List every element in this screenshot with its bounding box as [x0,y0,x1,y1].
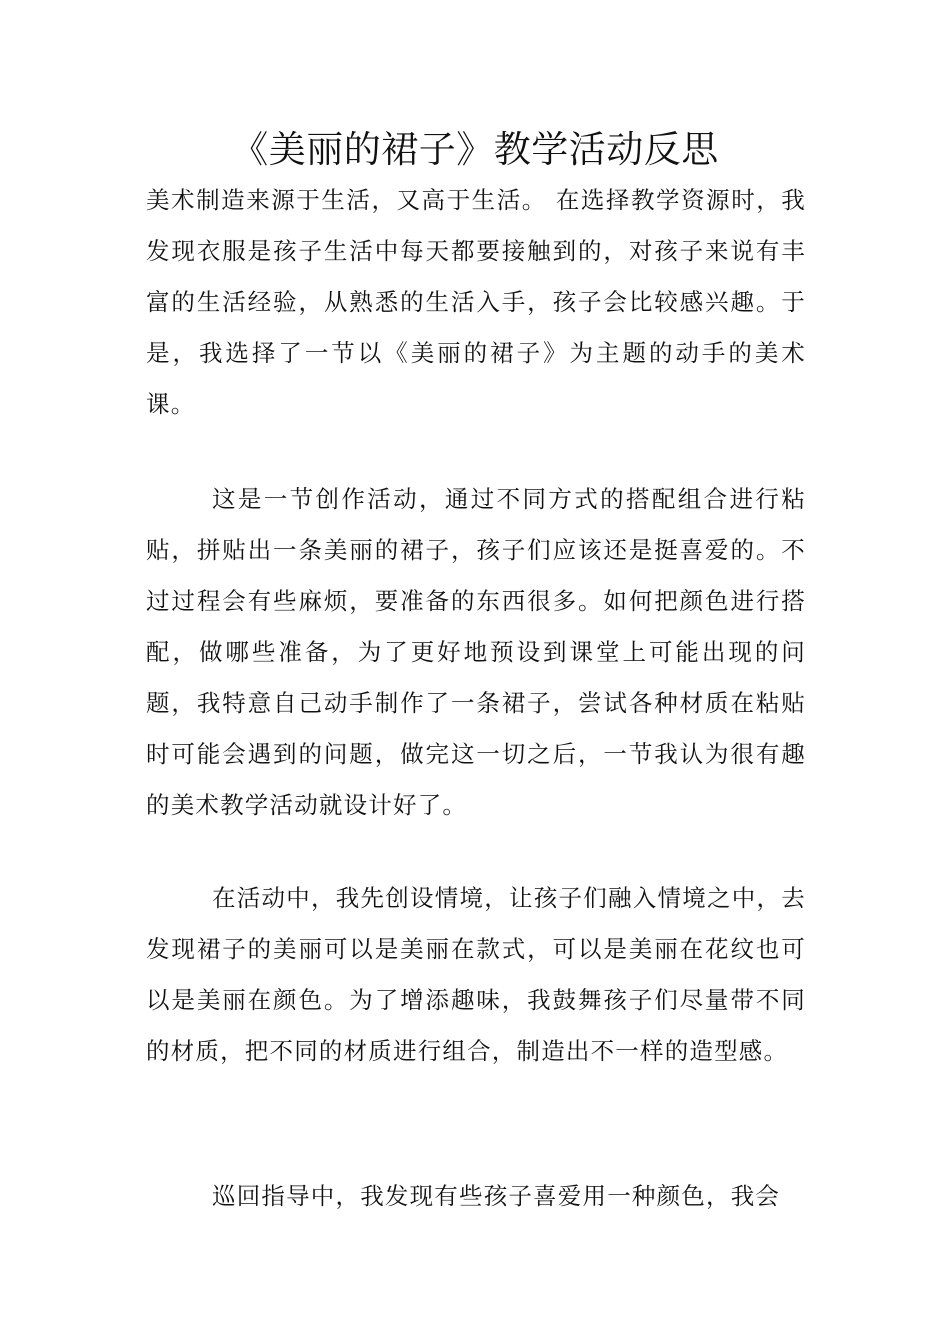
document-title: 《美丽的裙子》教学活动反思 [231,128,719,171]
paragraph-guidance: 巡回指导中，我发现有些孩子喜爱用一种颜色，我会 [212,1182,781,1210]
paragraph-activity-process: 在活动中，我先创设情境，让孩子们融入情境之中，去发现裙子的美丽可以是美丽在款式，可以是美丽在花纹也可以是美丽在颜色。为了增添趣味，我鼓舞孩子们尽量带不同的材质，把不同的材质进行组合，制造出不一样的造型感。 [146,884,806,1065]
paragraph-activity-design: 这是一节创作活动，通过不同方式的搭配组合进行粘贴，拼贴出一条美丽的裙子，孩子们应该还是挺喜爱的。不过过程会有些麻烦，要准备的东西很多。如何把颜色进行搭配，做哪些准备，为了更好地预设到课堂上可能出现的问题，我特意自己动手制作了一条裙子，尝试各种材质在粘贴时可能会遇到的问题，做完这一切之后，一节我认为很有趣的美术教学活动就设计好了。 [146,485,806,819]
paragraph-intro: 美术制造来源于生活，又高于生活。 在选择教学资源时，我发现衣服是孩子生活中每天都要接触到的，对孩子来说有丰富的生活经验，从熟悉的生活入手，孩子会比较感兴趣。于是，我选择了一节以《美丽的裙子》为主题的动手的美术课。 [146,186,806,418]
